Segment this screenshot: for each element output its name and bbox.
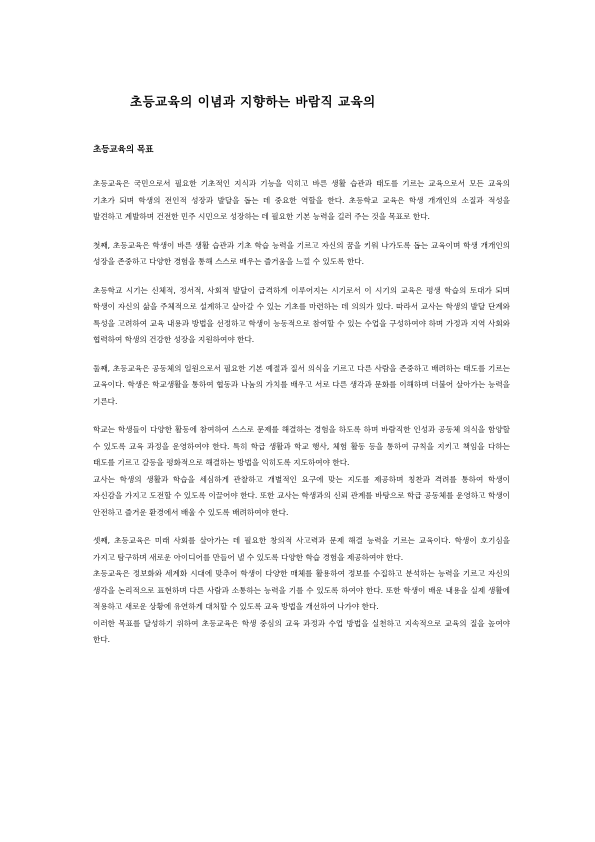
paragraph: 셋째, 초등교육은 미래 사회를 살아가는 데 필요한 창의적 사고력과 문제 해결 능력을 기르는 교육이다. 학생이 호기심을 가지고 탐구하며 새로운 아이디어를 만들어 낼 수 있도록 다양한 학습 경험을 제공하여야 한다. [93, 536, 510, 562]
document-body [93, 176, 510, 649]
paragraph: 첫째, 초등교육은 학생이 바른 생활 습관과 기초 학습 능력을 기르고 자신의 꿈을 키워 나가도록 돕는 교육이며 학생 개개인의 성장을 존중하고 다양한 경험을 통해 스스로 배우는 즐거움을 느낄 수 있도록 한다. [93, 240, 510, 266]
document-title: 초등교육의 이념과 지향하는 바람직 교육의 [130, 94, 376, 109]
paragraph: 이러한 목표를 달성하기 위하여 초등교육은 학생 중심의 교육 과정과 수업 방법을 실천하고 지속적으로 교육의 질을 높여야 한다. [93, 618, 510, 644]
paragraph: 학교는 학생들이 다양한 활동에 참여하여 스스로 문제를 해결하는 경험을 하도록 하며 바람직한 인성과 공동체 의식을 함양할 수 있도록 교육 과정을 운영하여야 한다. 특히 학급 생활과 학교 행사, 체험 활동 등을 통하여 규칙을 지키고 책임을 다하는 태도를 기르고 갈등을 평화적으로 해결하는 방법을 익히도록 지도하여야 한다. [93, 425, 510, 467]
paragraph: 둘째, 초등교육은 공동체의 일원으로서 필요한 기본 예절과 질서 의식을 기르고 다른 사람을 존중하고 배려하는 태도를 기르는 교육이다. 학생은 학교생활을 통하여 협동과 나눔의 가치를 배우고 서로 다른 생각과 문화를 이해하며 더불어 살아가는 능력을 기른다. [93, 363, 510, 406]
section-heading: 초등교육의 목표 [93, 145, 154, 155]
paragraph: 초등교육은 정보화와 세계화 시대에 맞추어 학생이 다양한 매체를 활용하여 정보를 수집하고 분석하는 능력을 기르고 자신의 생각을 논리적으로 표현하며 다른 사람과 소통하는 능력을 기를 수 있도록 하여야 한다. 또한 학생이 배운 내용을 실제 생활에 적용하고 새로운 상황에 유연하게 대처할 수 있도록 교육 방법을 개선하여 나가야 한다. [93, 569, 510, 611]
paragraph: 교사는 학생의 생활과 학습을 세심하게 관찰하고 개별적인 요구에 맞는 지도를 제공하며 칭찬과 격려를 통하여 학생이 자신감을 가지고 도전할 수 있도록 이끌어야 한다. 또한 교사는 학생과의 신뢰 관계를 바탕으로 학급 공동체를 운영하고 학생이 안전하고 즐거운 환경에서 배울 수 있도록 배려하여야 한다. [93, 474, 510, 517]
paragraph: 초등교육은 국민으로서 필요한 기초적인 지식과 기능을 익히고 바른 생활 습관과 태도를 기르는 교육으로서 모든 교육의 기초가 되며 학생의 전인적 성장과 발달을 돕는 데 중요한 역할을 한다. 초등학교 교육은 학생 개개인의 소질과 적성을 발견하고 계발하며 건전한 민주 시민으로 성장하는 데 필요한 기본 능력을 길러 주는 것을 목표로 한다. [93, 179, 510, 221]
paragraph: 초등학교 시기는 신체적, 정서적, 사회적 발달이 급격하게 이루어지는 시기로서 이 시기의 교육은 평생 학습의 토대가 되며 학생이 자신의 삶을 주체적으로 설계하고 살아갈 수 있는 기초를 마련하는 데 의의가 있다. 따라서 교사는 학생의 발달 단계와 특성을 고려하여 교육 내용과 방법을 선정하고 학생이 능동적으로 참여할 수 있는 수업을 구성하여야 하며 가정과 지역 사회와 협력하여 학생의 건강한 성장을 지원하여야 한다. [93, 285, 510, 344]
